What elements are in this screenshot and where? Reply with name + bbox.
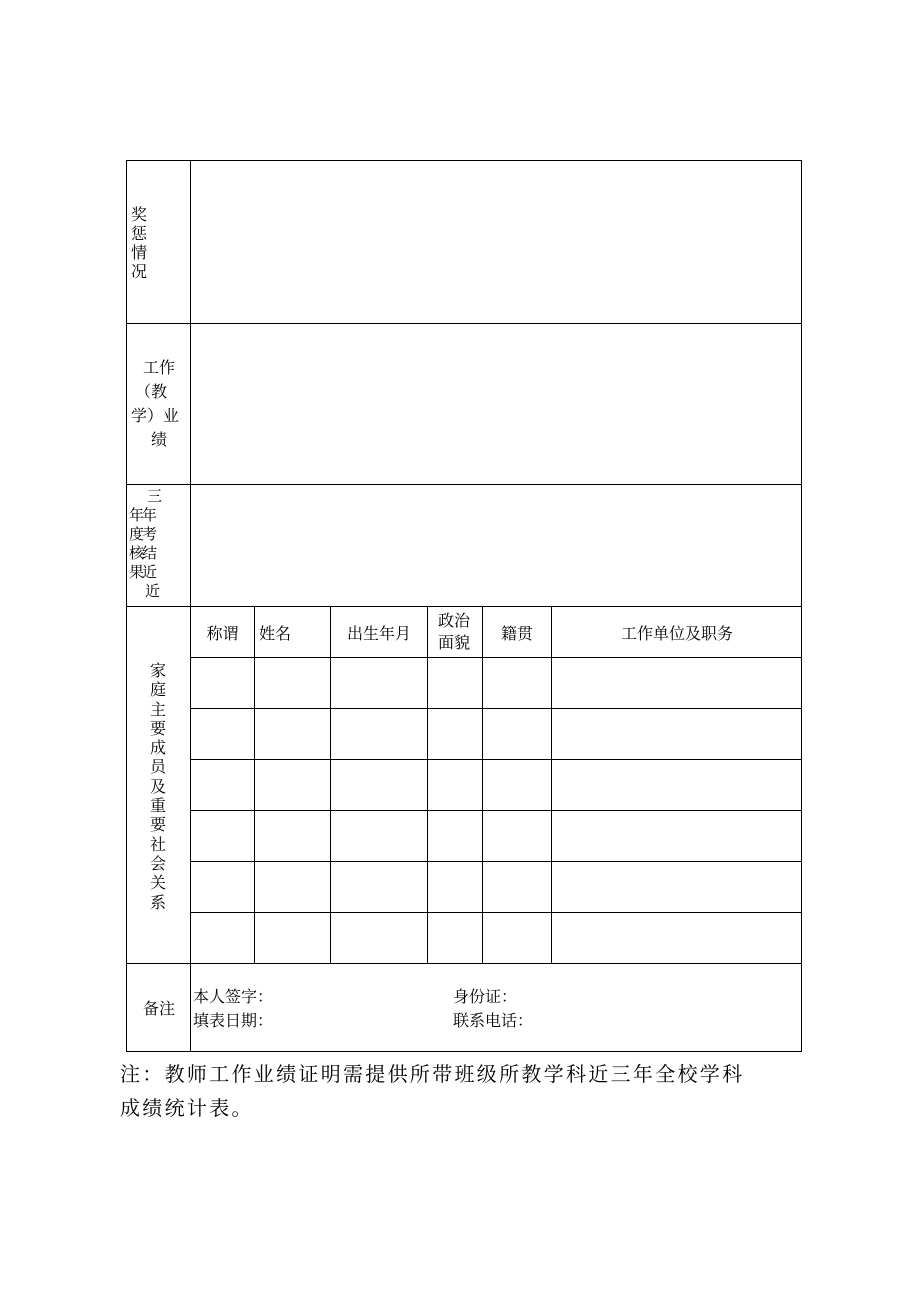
- phone-field[interactable]: [537, 1009, 789, 1031]
- family-cell-name[interactable]: [255, 913, 330, 963]
- fill-date-label: 填表日期：: [193, 1011, 274, 1030]
- family-header-name: 姓名: [258, 623, 291, 643]
- assessment-label-line-2: 年年: [129, 506, 156, 524]
- family-header-relation: 称谓: [206, 623, 239, 643]
- family-cell-relation[interactable]: [191, 862, 254, 912]
- assessment-label-line-4: 核结: [129, 544, 156, 562]
- assessment-label-line-6: 近: [145, 582, 161, 600]
- remarks-label: 备注: [143, 999, 176, 1018]
- family-cell-birth[interactable]: [331, 811, 427, 861]
- family-cell-native-place[interactable]: [483, 913, 551, 963]
- family-cell-relation[interactable]: [191, 913, 254, 963]
- family-cell-political-status[interactable]: [428, 658, 482, 708]
- family-cell-employer-position[interactable]: [552, 913, 801, 963]
- family-cell-native-place[interactable]: [483, 862, 551, 912]
- family-label: 家庭主要成员及重要社会关系: [149, 661, 166, 912]
- phone-label: 联系电话：: [453, 1011, 534, 1030]
- footnote-line-2: 成绩统计表。: [120, 1096, 254, 1120]
- assessment-label-line-3: 度考: [129, 525, 156, 543]
- assessment-label-line-5: 果近: [129, 563, 156, 581]
- family-cell-political-status[interactable]: [428, 913, 482, 963]
- performance-label-line-3: 学）业: [131, 406, 180, 425]
- family-cell-employer-position[interactable]: [552, 862, 801, 912]
- family-cell-political-status[interactable]: [428, 760, 482, 810]
- family-cell-political-status[interactable]: [428, 811, 482, 861]
- family-header-political-status: 政治面貌: [437, 611, 470, 652]
- performance-label-line-4: 绩: [151, 430, 168, 449]
- performance-label-line-1: 工作: [143, 358, 176, 377]
- signature-field[interactable]: [277, 985, 437, 1007]
- performance-label-line-2: （教: [135, 382, 168, 401]
- family-cell-name[interactable]: [255, 658, 330, 708]
- family-cell-employer-position[interactable]: [552, 709, 801, 759]
- assessment-label-line-1: 三: [147, 487, 163, 505]
- family-cell-employer-position[interactable]: [552, 760, 801, 810]
- family-cell-birth[interactable]: [331, 862, 427, 912]
- family-header-employer-position: 工作单位及职务: [620, 623, 733, 643]
- family-cell-employer-position[interactable]: [552, 658, 801, 708]
- id-number-field[interactable]: [519, 985, 789, 1007]
- family-cell-birth[interactable]: [331, 658, 427, 708]
- performance-content-cell[interactable]: [191, 324, 801, 484]
- family-cell-native-place[interactable]: [483, 811, 551, 861]
- family-cell-name[interactable]: [255, 709, 330, 759]
- family-cell-native-place[interactable]: [483, 709, 551, 759]
- family-cell-birth[interactable]: [331, 709, 427, 759]
- signature-label: 本人签字：: [193, 987, 274, 1006]
- family-header-native-place: 籍贯: [500, 623, 533, 643]
- family-cell-name[interactable]: [255, 760, 330, 810]
- id-number-label: 身份证：: [453, 987, 518, 1006]
- family-cell-relation[interactable]: [191, 760, 254, 810]
- personnel-form-table: [126, 160, 802, 1052]
- family-cell-name[interactable]: [255, 862, 330, 912]
- family-cell-birth[interactable]: [331, 760, 427, 810]
- family-cell-relation[interactable]: [191, 811, 254, 861]
- family-cell-political-status[interactable]: [428, 862, 482, 912]
- awards-label: 奖惩情况: [130, 205, 147, 281]
- family-cell-relation[interactable]: [191, 658, 254, 708]
- family-cell-name[interactable]: [255, 811, 330, 861]
- fill-date-field[interactable]: [277, 1009, 437, 1031]
- family-header-birth: 出生年月: [346, 623, 411, 643]
- awards-content-cell[interactable]: [191, 161, 801, 323]
- row-divider: [127, 963, 801, 964]
- family-cell-employer-position[interactable]: [552, 811, 801, 861]
- family-cell-birth[interactable]: [331, 913, 427, 963]
- family-cell-native-place[interactable]: [483, 658, 551, 708]
- family-cell-relation[interactable]: [191, 709, 254, 759]
- family-cell-native-place[interactable]: [483, 760, 551, 810]
- family-cell-political-status[interactable]: [428, 709, 482, 759]
- assessment-content-cell[interactable]: [191, 485, 801, 606]
- footnote-line-1: 注：教师工作业绩证明需提供所带班级所教学科近三年全校学科: [120, 1062, 745, 1086]
